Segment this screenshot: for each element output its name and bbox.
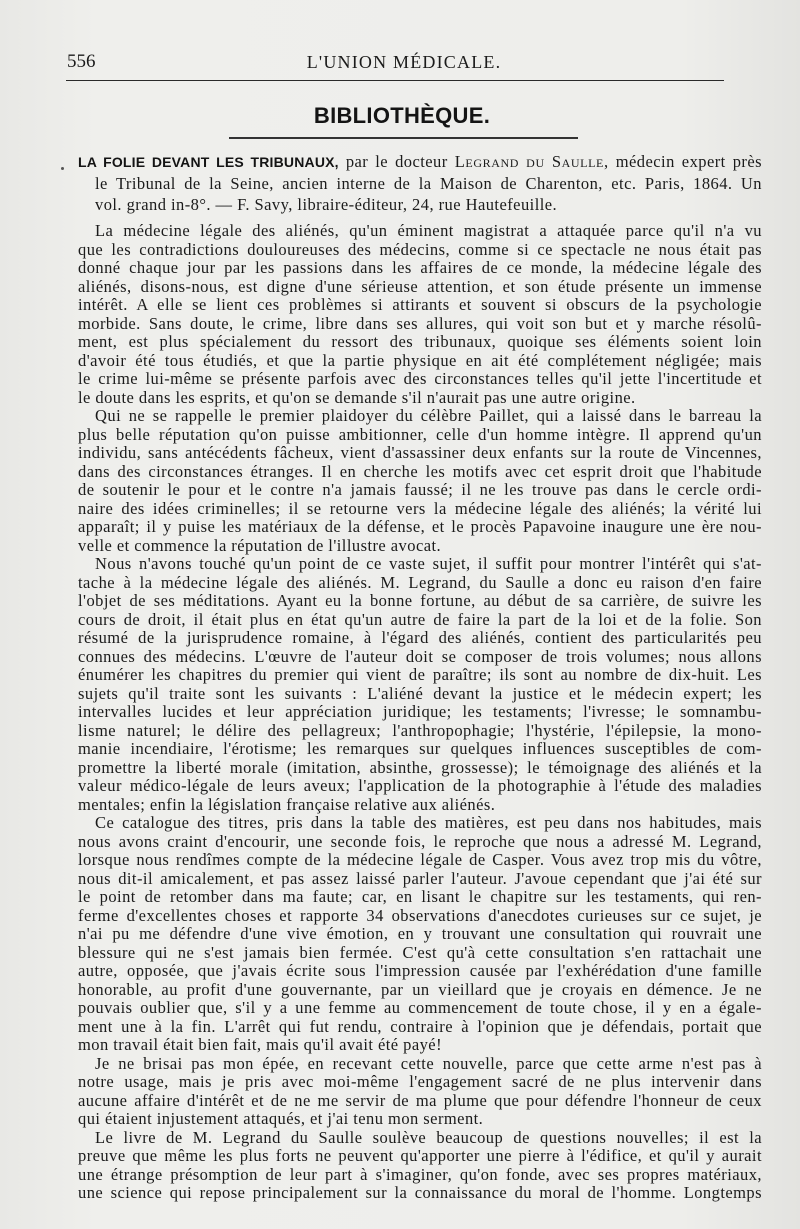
text-line: morbide. Sans doute, le crime, libre dans ses allures, qui voit son but et y marche résolû-	[78, 313, 762, 333]
page-number: 556	[67, 51, 96, 72]
text-line: aucune affaire d'intérêt et de ne me servir de ma plume que pour défendre l'honneur de ceux	[78, 1090, 762, 1110]
text-line: mentales; enfin la législation française relative aux aliénés.	[78, 794, 496, 814]
text-line: individu, sans antécédents fâcheux, vient d'assassiner deux enfants sur la route de Vincennes,	[78, 443, 762, 462]
text-line: promettre la liberté morale (imitation, absinthe, grossesse); le témoignage des aliénés et la	[78, 757, 762, 777]
text-line: intervalles lucides et leur appréciation juridique; les testaments; l'ivresse; le somnambu-	[78, 702, 762, 721]
text-line: le point de retomber dans ma faute; car, en lisant le chapitre sur les testaments, qui ren-	[78, 887, 762, 906]
review-body	[78, 222, 762, 1203]
text-line: apparaît; il y puise les matériaux de la défense, et le procès Papavoine inaugure une ère nou-	[78, 517, 762, 536]
text-line: mon travail était bien fait, mais qu'il avait été payé!	[78, 1035, 443, 1054]
text-line: lisme naturel; le délire des pellagreux; l'anthropophagie; l'hystérie, l'épilepsie, la mono-	[78, 720, 762, 740]
text-line: dans des circonstances étranges. Il en cherche les motifs avec cet esprit droit que l'habitude	[78, 461, 762, 481]
author-name: Legrand du Saulle,	[454, 152, 609, 171]
running-head: L'UNION MÉDICALE.	[306, 52, 502, 72]
paragraph	[78, 407, 762, 555]
text-line: notre usage, mais je pris avec moi-même l'engagement sacré de ne plus intervenir dans	[78, 1072, 762, 1091]
text-line: naire des idées criminelles; il se retourne vers la médecine légale des aliénés; la vérité lui	[78, 498, 762, 518]
text-line: de soutenir le pour et le contre n'a jamais faussé; il ne les trouve pas dans le cercle ordi-	[78, 480, 762, 499]
entry-line	[78, 151, 762, 173]
text-line: tache à la médecine légale des aliénés. M. Legrand, du Saulle a donc eu raison d'en faire	[78, 572, 762, 592]
text-line: résumé de la jurisprudence romaine, à l'égard des aliénés, contient des particularités peu	[78, 628, 762, 647]
text-line: ment une à la fin. L'arrêt qui fut rendu, contraire à l'opinion que je défendais, portait que	[78, 1016, 762, 1036]
text-line: d'avoir été tous étudiés, et que la partie physique en ait été complétement négligée; mais	[78, 350, 762, 370]
text-line: valeur médico-légale de leurs aveux; l'application de la photographie à l'étude des maladies	[78, 776, 762, 795]
text-line: Ce catalogue des titres, pris dans la table des matières, est peu dans nos habitudes, mais	[95, 813, 762, 832]
text-line: cours de droit, il était plus en état qu'un autre de faire la part de la loi et de la folie. Son	[78, 609, 762, 629]
text-line: pouvais oublier que, s'il y a une femme au commencement de toute chose, il y en a égale-	[78, 998, 762, 1017]
text-line: preuve que même les plus forts ne peuvent qu'apporter une pierre à l'édifice, et qu'il y aurait	[78, 1146, 762, 1165]
text-line: La médecine légale des aliénés, qu'un éminent magistrat a attaquée parce qu'il n'a vu	[95, 221, 762, 240]
text-line: une science qui repose principalement sur la connaissance du moral de l'homme. Longtemps	[78, 1183, 762, 1202]
text-line: honorable, au profit d'une gouvernante, par un vieillard que je croyais en démence. Je ne	[78, 979, 762, 999]
text-line: lorsque nous rendîmes compte de la médecine légale de Casper. Vous avez trop mis du vôtre,	[78, 850, 762, 869]
text-line: qui étaient injustement attaqués, et j'ai tenu mon serment.	[78, 1109, 484, 1128]
text-line: Qui ne se rappelle le premier plaidoyer du célèbre Paillet, qui a laissé dans le barreau la	[95, 406, 762, 425]
text-line: Le livre de M. Legrand du Saulle soulève beaucoup de questions nouvelles; il est la	[95, 1127, 762, 1147]
author-credentials: médecin expert près	[615, 152, 763, 171]
text-line: connues des médecins. L'œuvre de l'auteur doit se composer de trois volumes; nous allons	[78, 646, 762, 666]
text-line: Nous n'avons touché qu'un point de ce vaste sujet, il suffit pour montrer l'intérêt qui s'at-	[95, 554, 762, 573]
text-line: le doute dans les esprits, et qu'on se demande s'il n'aurait pas une autre origine.	[78, 387, 636, 407]
text-line: n'ai pu me défendre d'une vive émotion, en y trouvant une consultation qui rouvrait une	[78, 924, 762, 943]
author-intro: par le docteur	[345, 152, 448, 171]
text-line: le crime lui-même se présente parfois avec des circonstances telles qu'il jette l'incertitude et	[78, 369, 762, 388]
text-line: sujets qu'il traite sont les suivants : L'aliéné devant la justice et le médecin expert; les	[78, 683, 762, 703]
book-title: LA FOLIE DEVANT LES TRIBUNAUX,	[78, 154, 339, 170]
text-line: ferme d'excellentes choses et rapporte 34 observations d'anecdotes curieuses sur ce sujet, je	[78, 905, 762, 925]
text-line: l'objet de ses méditations. Ayant eu la bonne fortune, au début de sa carrière, de suivre les	[78, 591, 762, 610]
text-line: intérêt. A elle se lient ces problèmes si attirants et souvent si obscurs de la psychologie	[78, 295, 762, 314]
text-line: que les contradictions douloureuses des médecins, comme si ce spectacle ne nous était pas	[78, 239, 762, 259]
entry-line: vol. grand in-8°. — F. Savy, libraire-éditeur, 24, rue Hautefeuille.	[95, 195, 558, 214]
text-line: ment, est plus spécialement du ressort des tribunaux, quoique ses éléments soient loin	[78, 332, 762, 351]
paragraph	[78, 1055, 762, 1129]
text-line: aliénés, disons-nous, est digne d'une sérieuse attention, et son étude présente un immense	[78, 276, 762, 296]
text-line: Je ne brisai pas mon épée, en recevant cette nouvelle, parce que cette arme n'est pas à	[95, 1053, 762, 1073]
text-line: nous avons craint d'encourir, une seconde fois, le reproche que nous a adressé M. Legrand,	[78, 831, 762, 851]
paragraph	[78, 1129, 762, 1203]
entry-line: le Tribunal de la Seine, ancien interne de la Maison de Charenton, etc. Paris, 1864. Un	[95, 174, 762, 193]
text-line: manie incendiaire, l'érotisme; les remarques sur quelques influences susceptibles de com-	[78, 739, 762, 758]
text-line: donné chaque jour par les passions dans les affaires de ce monde, la médecine légale des	[78, 258, 762, 277]
print-mark	[61, 167, 64, 170]
text-line: plus belle réputation qu'on puisse ambitionner, celle d'un homme intègre. Il apprend qu'un	[78, 424, 762, 444]
text-line: velle et commence la réputation de l'illustre avocat.	[78, 535, 442, 555]
paragraph	[78, 555, 762, 814]
paragraph	[78, 222, 762, 407]
header-rule	[66, 80, 724, 81]
text-line: énumérer les chapitres du premier qui vient de paraître; ils sont au nombre de dix-huit. Les	[78, 665, 762, 684]
book-entry	[78, 151, 762, 215]
section-title-rule	[229, 137, 578, 139]
section-title: BIBLIOTHÈQUE.	[313, 103, 491, 128]
paragraph	[78, 814, 762, 1055]
text-line: autre, opposée, que j'avais écrite sous l'impression causée par l'exhérédation d'une famille	[78, 961, 762, 980]
text-line: blessure qui ne s'est jamais bien fermée. C'est qu'à cette consultation s'en rattachait une	[78, 942, 762, 962]
text-line: une étrange présomption de leur part à s'imaginer, qu'on fonde, avec ses propres matériaux,	[78, 1164, 762, 1184]
text-line: nous dit-il amicalement, et pas assez laissé parler l'auteur. J'avoue cependant que j'ai été sur	[78, 868, 762, 888]
